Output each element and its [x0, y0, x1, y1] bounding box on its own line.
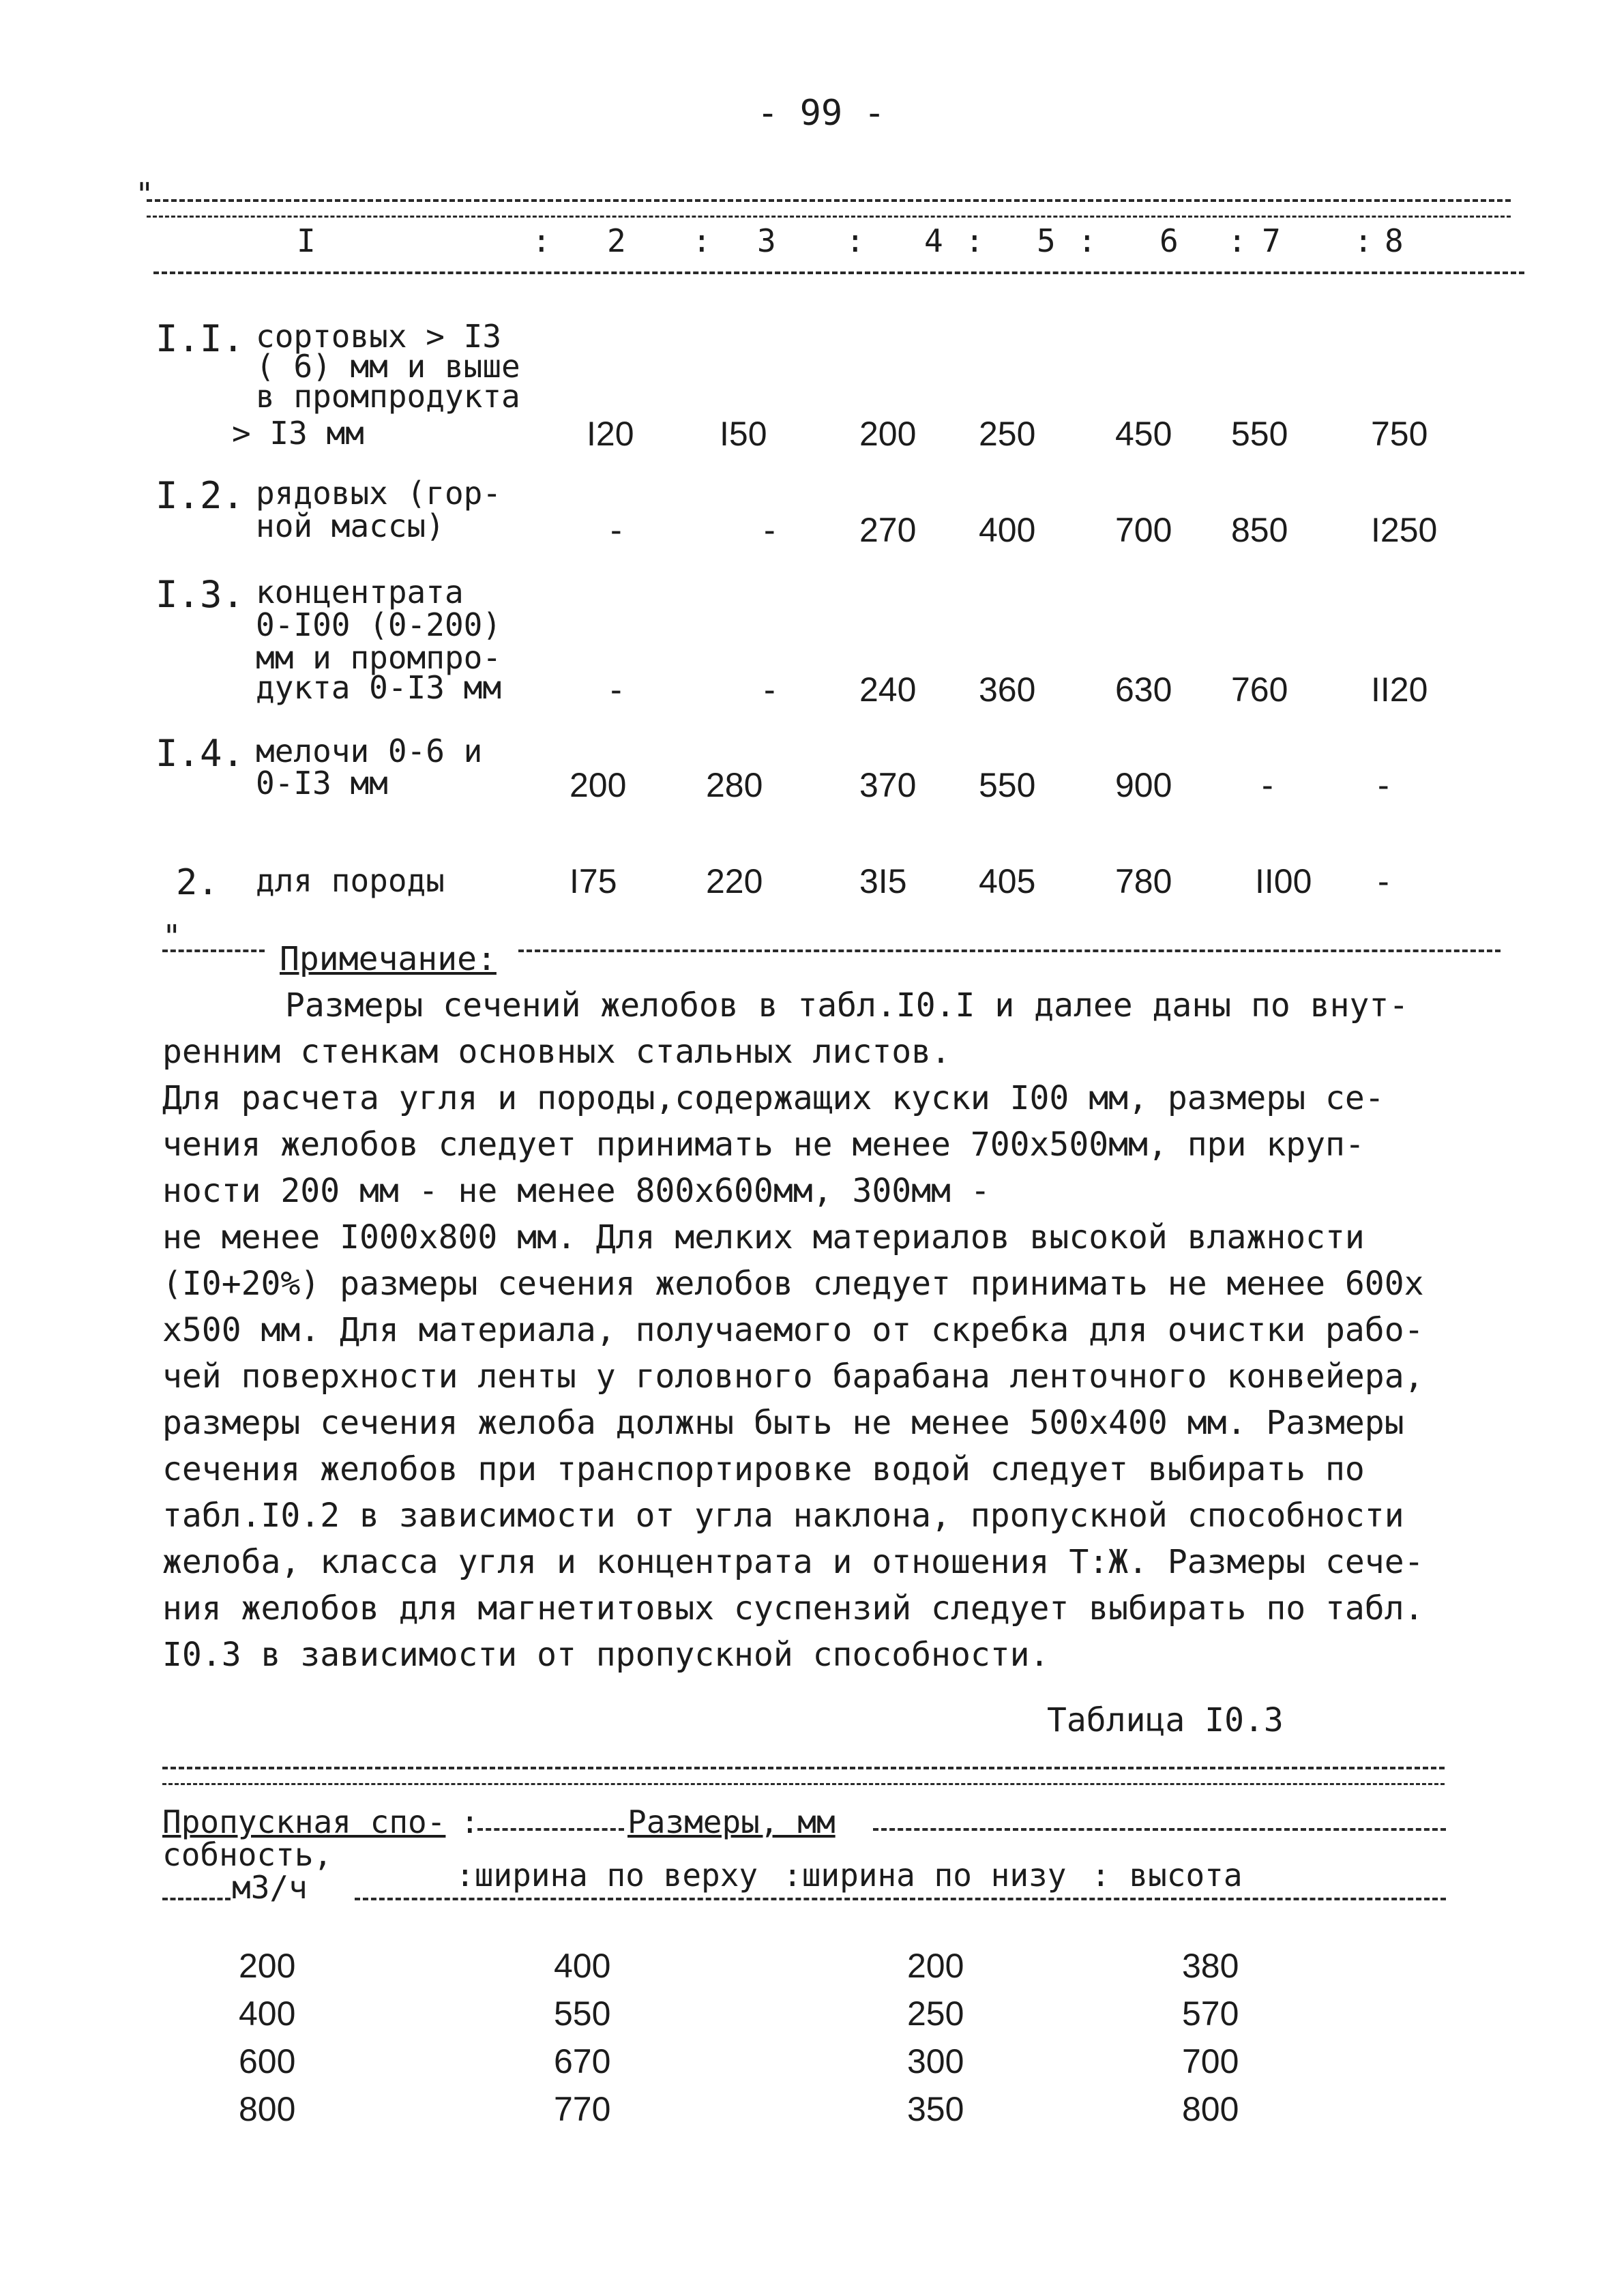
table-2-caption: Таблица I0.3 [1047, 1701, 1284, 1739]
cell-value: 600 [239, 2042, 296, 2080]
cell-value: 220 [706, 862, 763, 900]
note-line: сечения желобов при транспортировке водой следует выбирать по [162, 1450, 1365, 1488]
cell-value: 550 [554, 1995, 611, 2033]
cell-value: 200 [907, 1947, 964, 1985]
cell-value: 250 [979, 415, 1036, 453]
row-desc-line: сортовых > I3 [256, 318, 502, 355]
row-desc-line: ( 6) мм и выше [256, 348, 520, 385]
cell-value: I250 [1371, 511, 1438, 549]
row-desc-line: 0-I00 (0-200) [256, 606, 502, 643]
cell-value: 550 [1231, 415, 1288, 453]
table-1-bottom-rule-right [518, 950, 1501, 952]
col-header: 5 [1037, 222, 1056, 259]
col-header: 2 [607, 222, 626, 259]
table-1-top-rule [147, 199, 1511, 202]
cell-value: 280 [706, 766, 763, 804]
cell-value: 350 [907, 2090, 964, 2128]
cell-value: 400 [239, 1995, 296, 2033]
note-line: ренним стенкам основных стальных листов. [162, 1033, 951, 1071]
row-desc-line: 0-I3 мм [256, 765, 388, 801]
cell-value: I20 [587, 415, 634, 453]
cell-value: 370 [859, 766, 917, 804]
cell-value: - [610, 671, 622, 709]
cell-value: 405 [979, 862, 1036, 900]
col-header: 8 [1385, 222, 1404, 259]
note-line: не менее I000х800 мм. Для мелких материалов высокой влажности [162, 1218, 1365, 1256]
cell-value: 200 [859, 415, 917, 453]
cell-value: 630 [1115, 671, 1172, 709]
group-header-rule-right [873, 1828, 1446, 1831]
note-line: чения желобов следует принимать не менее 700х500мм, при круп- [162, 1125, 1365, 1164]
cell-value: 400 [554, 1947, 611, 1985]
row-desc-line: > I3 мм [232, 415, 364, 452]
row-label: I.4. [156, 732, 245, 775]
table-1-bottom-rule-left [162, 950, 265, 952]
cell-value: 240 [859, 671, 917, 709]
col1-header-line: Пропускная спо- [162, 1804, 446, 1840]
note-line: ности 200 мм - не менее 800х600мм, 300мм - [162, 1172, 990, 1210]
cell-value: II20 [1371, 671, 1428, 709]
cell-value: 380 [1182, 1947, 1239, 1985]
cell-value: - [1378, 862, 1389, 900]
note-line: желоба, класса угля и концентрата и отношения Т:Ж. Размеры сече- [162, 1543, 1424, 1581]
cell-value: 200 [239, 1947, 296, 1985]
row-desc-line: ной массы) [256, 507, 445, 544]
col-sep: : [1228, 222, 1247, 259]
col-header: I [297, 222, 316, 259]
col1-header-line: собность, [162, 1836, 333, 1873]
cell-value: 300 [907, 2042, 964, 2080]
cell-value: - [764, 511, 775, 549]
col-sep: : [692, 222, 711, 259]
group-header: Размеры, мм [627, 1804, 836, 1840]
cell-value: 760 [1231, 671, 1288, 709]
note-line: чей поверхности ленты у головного барабана ленточного конвейера, [162, 1357, 1424, 1396]
col-header: 7 [1262, 222, 1281, 259]
cell-value: - [610, 511, 622, 549]
table-2-top-rule-2 [162, 1783, 1445, 1785]
cell-value: 3I5 [859, 862, 907, 900]
col-sep: : [1354, 222, 1373, 259]
cell-value: - [1378, 766, 1389, 804]
sub-header: : высота [1091, 1857, 1243, 1894]
cell-value: 200 [570, 766, 627, 804]
col-sep: : [1078, 222, 1097, 259]
note-line: Размеры сечений желобов в табл.I0.I и далее даны по внут- [285, 986, 1409, 1025]
cell-value: 550 [979, 766, 1036, 804]
row-desc-line: концентрата [256, 574, 464, 610]
cell-value: II00 [1255, 862, 1312, 900]
row-desc-line: мелочи 0-6 и [256, 733, 483, 769]
col-sep: : [965, 222, 984, 259]
row-label: I.I. [156, 317, 245, 360]
note-line: табл.I0.2 в зависимости от угла наклона, пропускной способности [162, 1497, 1404, 1535]
cell-value: 900 [1115, 766, 1172, 804]
row-desc-line: дукта 0-I3 мм [256, 669, 502, 706]
note-line: ния желобов для магнетитовых суспензий следует выбирать по табл. [162, 1589, 1424, 1628]
note-line: размеры сечения желоба должны быть не менее 500х400 мм. Размеры [162, 1404, 1404, 1442]
row-desc-line: в промпродукта [256, 378, 520, 415]
col-sep: : [532, 222, 551, 259]
row-label: I.2. [156, 474, 245, 517]
cell-value: 780 [1115, 862, 1172, 900]
sub-header: :ширина по низу [783, 1857, 1067, 1894]
cell-value: - [764, 671, 775, 709]
cell-value: 850 [1231, 511, 1288, 549]
cell-value: 360 [979, 671, 1036, 709]
note-line: Для расчета угля и породы,содержащих куски I00 мм, размеры се- [162, 1079, 1385, 1117]
cell-value: I75 [570, 862, 617, 900]
table-1-open-quote: " [135, 176, 154, 213]
col-header: 3 [757, 222, 776, 259]
row-desc-line: рядовых (гор- [256, 475, 502, 512]
table-1-close-quote: " [162, 918, 181, 955]
note-line: х500 мм. Для материала, получаемого от скребка для очистки рабо- [162, 1311, 1424, 1349]
cell-value: - [1262, 766, 1273, 804]
group-header-rule-left [477, 1828, 624, 1831]
cell-value: 250 [907, 1995, 964, 2033]
cell-value: 670 [554, 2042, 611, 2080]
note-title: Примечание: [280, 940, 497, 978]
table-1-header-rule [153, 271, 1524, 274]
row-label: I.3. [156, 573, 245, 616]
cell-value: 750 [1371, 415, 1428, 453]
cell-value: 570 [1182, 1995, 1239, 2033]
cell-value: 450 [1115, 415, 1172, 453]
cell-value: 400 [979, 511, 1036, 549]
row-label: 2. [176, 862, 219, 903]
row-desc-line: мм и промпро- [256, 639, 502, 676]
cell-value: 800 [1182, 2090, 1239, 2128]
page-number: - 99 - [757, 93, 885, 134]
cell-value: 270 [859, 511, 917, 549]
cell-value: 700 [1182, 2042, 1239, 2080]
table-1-top-rule-2 [147, 216, 1511, 218]
cell-value: 770 [554, 2090, 611, 2128]
note-line: I0.3 в зависимости от пропускной способности. [162, 1636, 1050, 1674]
table-2-top-rule [162, 1767, 1445, 1769]
col1-header-line: м3/ч [232, 1869, 308, 1906]
cell-value: 800 [239, 2090, 296, 2128]
row-desc-line: для породы [256, 862, 445, 899]
cell-value: 700 [1115, 511, 1172, 549]
note-line: (I0+20%) размеры сечения желобов следует принимать не менее 600х [162, 1265, 1424, 1303]
col-sep: : [846, 222, 865, 259]
col-header: 6 [1159, 222, 1179, 259]
col1-header-separator: : [460, 1804, 479, 1840]
table-2-header-rule-a [162, 1898, 231, 1900]
cell-value: I50 [720, 415, 767, 453]
sub-header: :ширина по верху [456, 1857, 758, 1894]
col-header: 4 [924, 222, 943, 259]
table-2-header-rule-b [355, 1898, 1446, 1900]
